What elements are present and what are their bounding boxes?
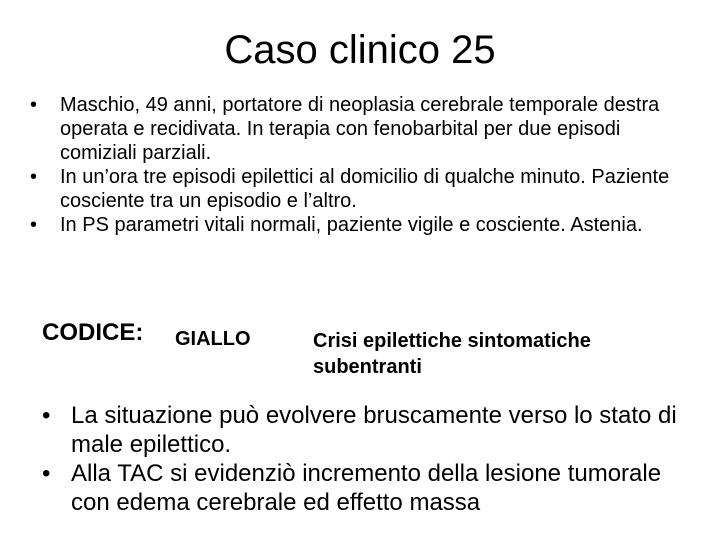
triage-code-description: Crisi epilettiche sintomatiche subentranti bbox=[313, 330, 591, 378]
bullet-marker: • bbox=[30, 94, 38, 116]
history-bullet bbox=[30, 165, 700, 213]
triage-code-row bbox=[0, 318, 720, 388]
history-bullet bbox=[30, 93, 700, 165]
history-bullet-text: In PS parametri vitali normali, paziente vigile e cosciente. Astenia. bbox=[60, 214, 643, 236]
slide-title: Caso clinico 25 bbox=[224, 28, 496, 72]
evolution-bullet bbox=[42, 401, 702, 459]
triage-code-label: CODICE: bbox=[42, 319, 144, 346]
bullet-marker: • bbox=[30, 214, 38, 236]
history-bullet bbox=[30, 213, 700, 237]
bullet-marker: • bbox=[42, 460, 51, 487]
history-bullet-text: Maschio, 49 anni, portatore di neoplasia cerebrale temporale destra operata e recidivata. In terapia con fenobarbital per due episodi comiziali parziali. bbox=[60, 94, 660, 164]
triage-code-value: GIALLO bbox=[175, 328, 251, 350]
history-bullet-list bbox=[30, 93, 700, 237]
bullet-marker: • bbox=[30, 166, 38, 188]
bullet-marker: • bbox=[42, 402, 51, 429]
evolution-bullet-list bbox=[42, 401, 702, 517]
evolution-bullet bbox=[42, 459, 702, 517]
evolution-bullet-text: La situazione può evolvere bruscamente verso lo stato di male epilettico. bbox=[71, 402, 677, 458]
evolution-bullet-text: Alla TAC si evidenziò incremento della lesione tumorale con edema cerebrale ed effetto massa bbox=[71, 460, 662, 516]
history-bullet-text: In un’ora tre episodi epilettici al domicilio di qualche minuto. Paziente cosciente tra un episodio e l’altro. bbox=[60, 166, 670, 212]
